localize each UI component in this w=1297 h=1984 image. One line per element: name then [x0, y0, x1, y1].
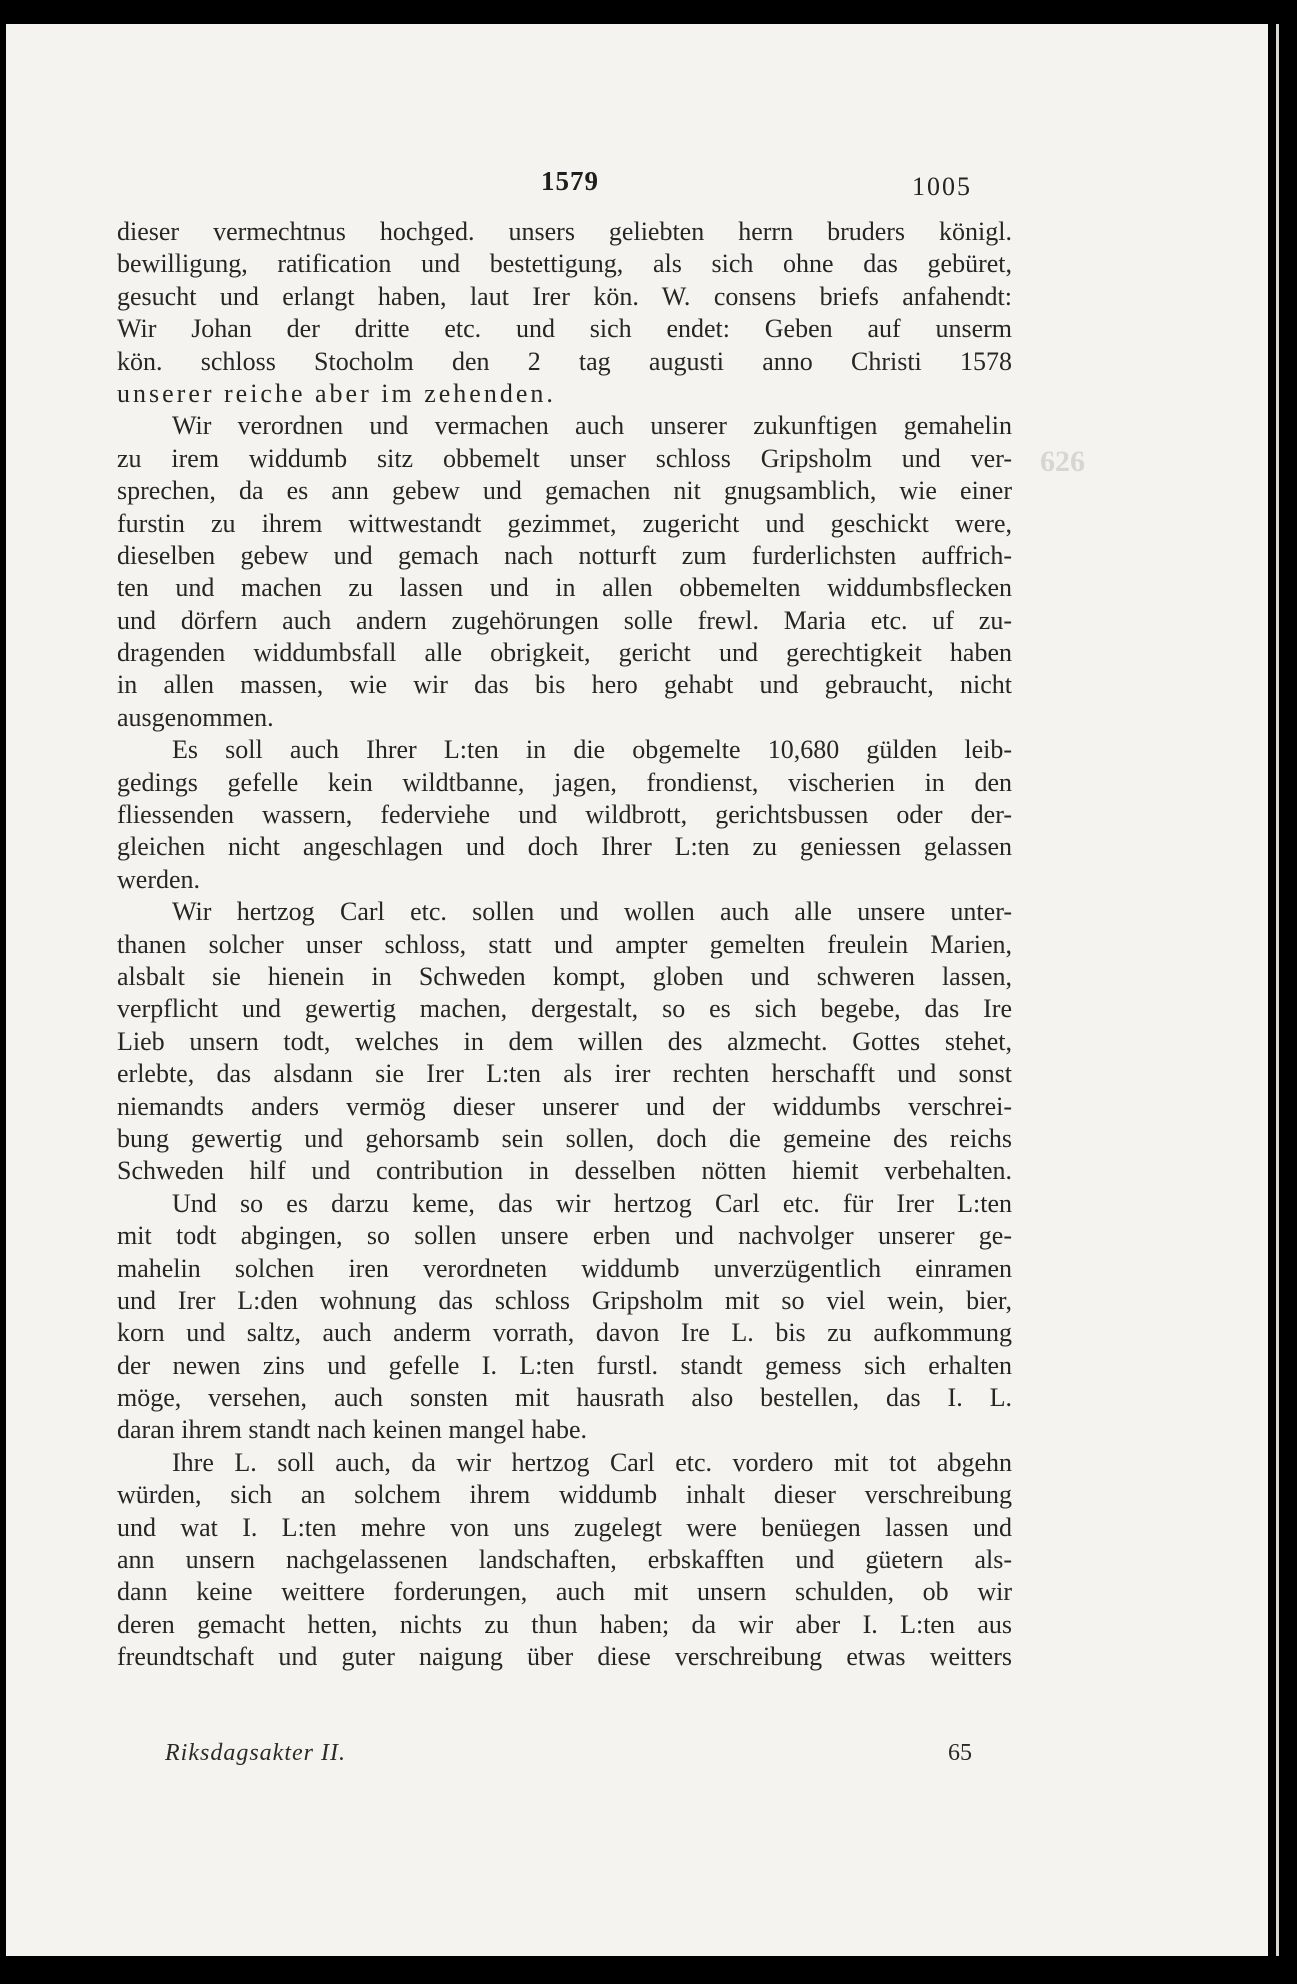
- text-line: Schweden hilf und contribution in desselben nötten hiemit verbehalten.: [117, 1156, 1012, 1186]
- page-edge: [1276, 24, 1279, 1956]
- text-line: Wir verordnen und vermachen auch unserer zukunftigen gemahelin: [172, 411, 1012, 441]
- text-line: thanen solcher unser schloss, statt und ampter gemelten freulein Marien,: [117, 929, 1012, 959]
- header-year: 1579: [541, 166, 599, 196]
- footer-series-title: Riksdagsakter II.: [165, 1740, 346, 1766]
- text-line: Wir Johan der dritte etc. und sich endet: Geben auf unserm: [117, 314, 1012, 344]
- text-line: fliessenden wassern, federviehe und wildbrott, gerichtsbussen oder der-: [117, 800, 1012, 830]
- body-text: [117, 216, 1012, 1674]
- text-line: Ihre L. soll auch, da wir hertzog Carl etc. vordero mit tot abgehn: [172, 1447, 1012, 1477]
- text-line: mahelin solchen iren verordneten widdumb unverzügentlich einramen: [117, 1253, 1012, 1283]
- text-line: ten und machen zu lassen und in allen obbemelten widdumbsflecken: [117, 573, 1012, 603]
- text-line: und wat I. L:ten mehre von uns zugelegt were benüegen lassen und: [117, 1512, 1012, 1542]
- text-line: daran ihrem standt nach keinen mangel habe.: [117, 1415, 587, 1445]
- text-line: gesucht und erlangt haben, laut Irer kön. W. consens briefs anfahendt:: [117, 281, 1012, 311]
- margin-note: 626: [1040, 445, 1085, 478]
- text-line: werden.: [117, 864, 201, 894]
- text-line: dann keine weittere forderungen, auch mit unsern schulden, ob wir: [117, 1577, 1012, 1607]
- header-page-number: 1005: [912, 172, 972, 201]
- text-line: verpflicht und gewertig machen, dergestalt, so es sich begebe, das Ire: [117, 994, 1012, 1024]
- text-line: Es soll auch Ihrer L:ten in die obgemelte 10,680 gülden leib-: [172, 735, 1012, 765]
- text-line: und dörfern auch andern zugehörungen solle frewl. Maria etc. uf zu-: [117, 605, 1012, 635]
- text-line: gleichen nicht angeschlagen und doch Ihrer L:ten zu geniessen gelassen: [117, 832, 1012, 862]
- text-line: dragenden widdumbsfall alle obrigkeit, gericht und gerechtigkeit haben: [117, 638, 1012, 668]
- text-line: sprechen, da es ann gebew und gemachen nit gnugsamblich, wie einer: [117, 476, 1012, 506]
- text-line: Und so es darzu keme, das wir hertzog Carl etc. für Irer L:ten: [172, 1188, 1012, 1218]
- text-line: furstin zu ihrem wittwestandt gezimmet, zugericht und geschickt were,: [117, 508, 1012, 538]
- text-line: korn und saltz, auch anderm vorrath, davon Ire L. bis zu aufkommung: [117, 1318, 1012, 1348]
- text-line: bewilligung, ratification und bestettigung, als sich ohne das gebüret,: [117, 249, 1012, 279]
- page-footer: [117, 1734, 1012, 1774]
- text-line: ann unsern nachgelassenen landschaften, erbskafften und güetern als-: [117, 1545, 1012, 1575]
- text-line: alsbalt sie hienein in Schweden kompt, globen und schweren lassen,: [117, 961, 1012, 991]
- footer-signature: 65: [948, 1740, 972, 1766]
- text-line: der newen zins und gefelle I. L:ten furstl. standt gemess sich erhalten: [117, 1350, 1012, 1380]
- text-line: und Irer L:den wohnung das schloss Gripsholm mit so viel wein, bier,: [117, 1285, 1012, 1315]
- text-line: dieselben gebew und gemach nach notturft zum furderlichsten auffrich-: [117, 540, 1012, 570]
- text-line: zu irem widdumb sitz obbemelt unser schloss Gripsholm und ver-: [117, 443, 1012, 473]
- text-line: niemandts anders vermög dieser unserer und der widdumbs verschrei-: [117, 1091, 1012, 1121]
- text-line: Wir hertzog Carl etc. sollen und wollen auch alle unsere unter-: [172, 897, 1012, 927]
- text-line: dieser vermechtnus hochged. unsers geliebten herrn bruders königl.: [117, 217, 1012, 246]
- text-line: gedings gefelle kein wildtbanne, jagen, frondienst, vischerien in den: [117, 767, 1012, 797]
- page-header: [117, 162, 1012, 208]
- text-line: bung gewertig und gehorsamb sein sollen, doch die gemeine des reichs: [117, 1123, 1012, 1153]
- text-line: Lieb unsern todt, welches in dem willen des alzmecht. Gottes stehet,: [117, 1026, 1012, 1056]
- text-line: deren gemacht hetten, nichts zu thun haben; da wir aber I. L:ten aus: [117, 1609, 1012, 1639]
- text-line: mit todt abgingen, so sollen unsere erben und nachvolger unserer ge-: [117, 1221, 1012, 1251]
- text-line: unserer reiche aber im zehenden.: [117, 378, 556, 408]
- text-line: kön. schloss Stocholm den 2 tag augusti anno Christi 1578: [117, 346, 1012, 376]
- text-line: erlebte, das alsdann sie Irer L:ten als irer rechten herschafft und sonst: [117, 1059, 1012, 1089]
- text-line: würden, sich an solchem ihrem widdumb inhalt dieser verschreibung: [117, 1480, 1012, 1510]
- text-line: freundtschaft und guter naigung über diese verschreibung etwas weitters: [117, 1642, 1012, 1672]
- text-line: ausgenommen.: [117, 702, 274, 732]
- text-line: in allen massen, wie wir das bis hero gehabt und gebraucht, nicht: [117, 670, 1012, 700]
- text-line: möge, versehen, auch sonsten mit hausrath also bestellen, das I. L.: [117, 1383, 1012, 1413]
